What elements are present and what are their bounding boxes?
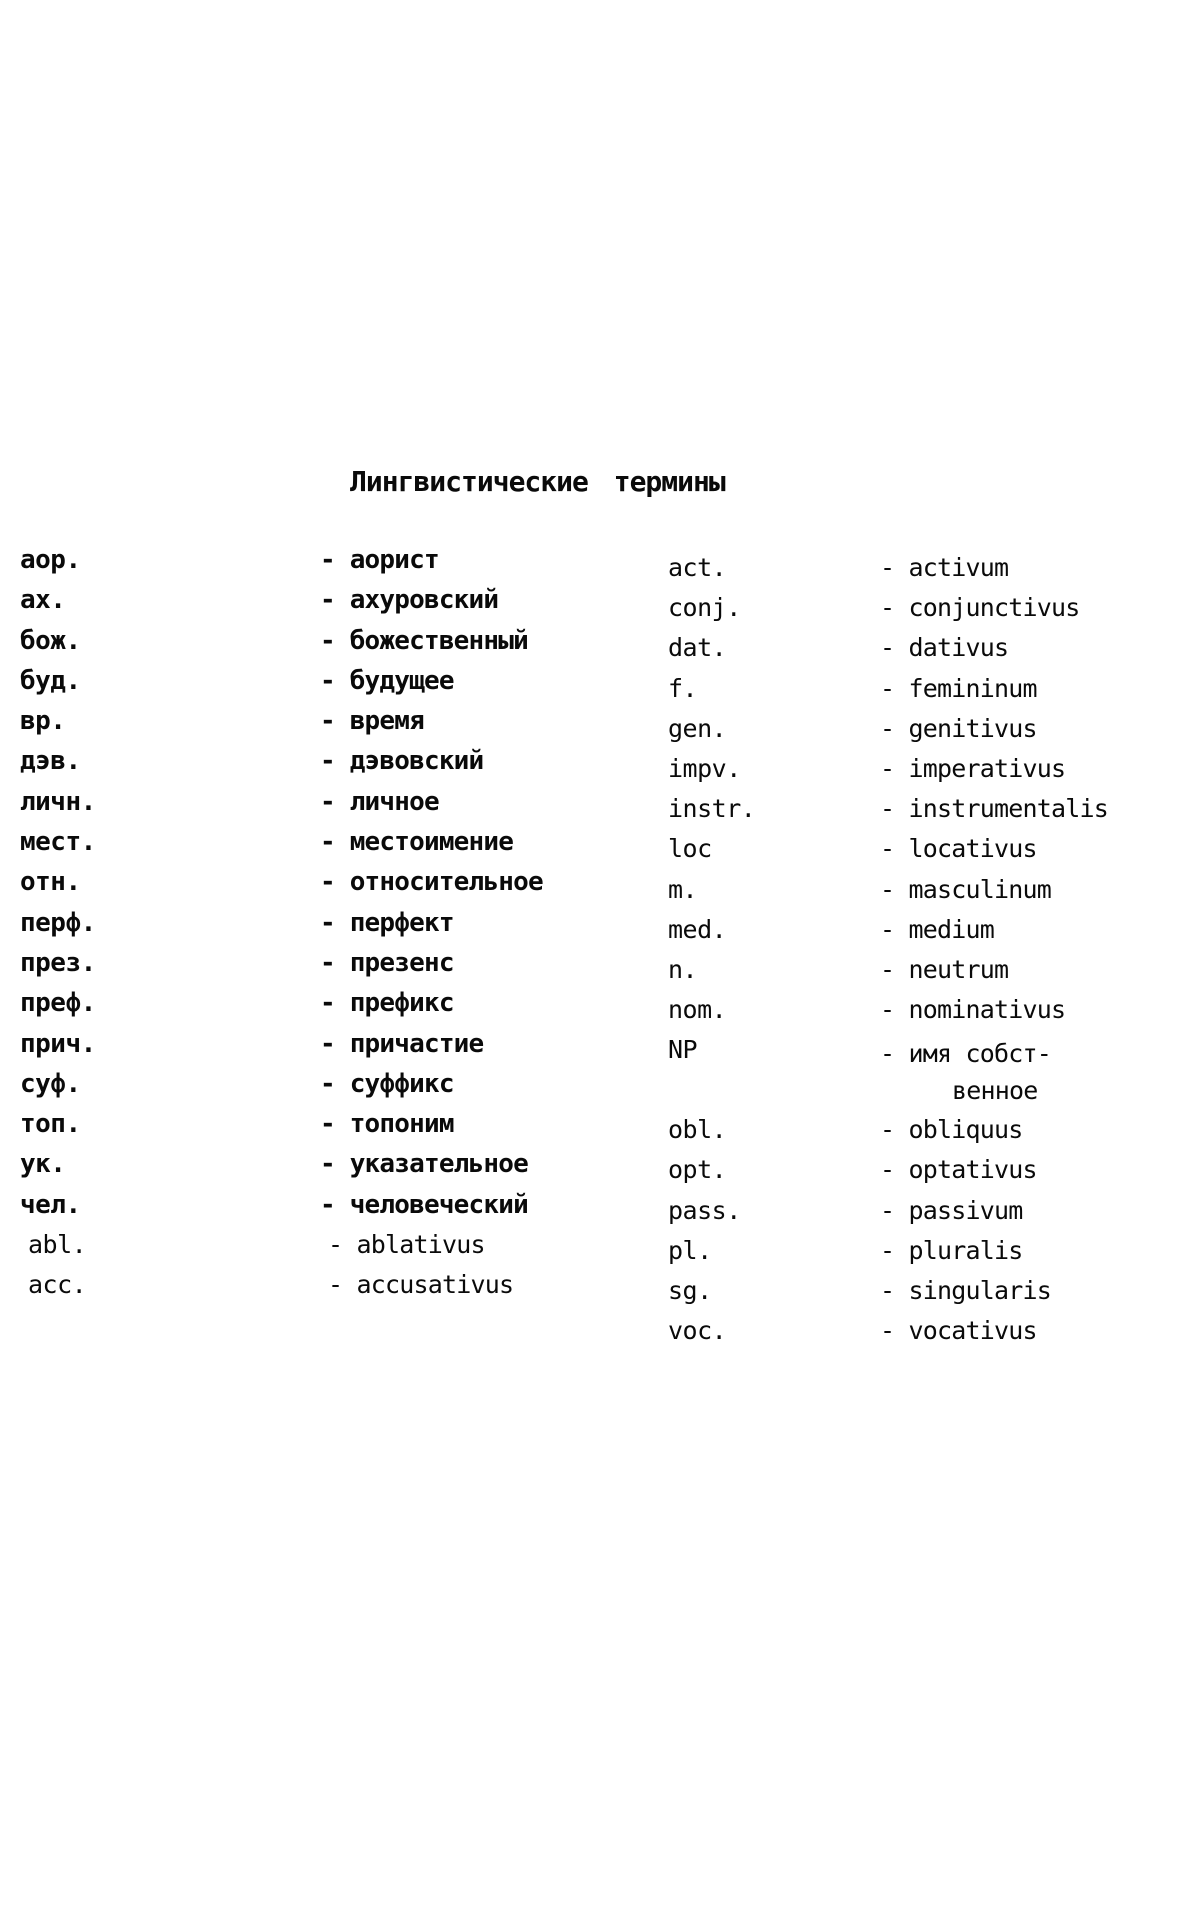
definition: - относительное [320,867,543,898]
abbreviation: преф. [20,988,96,1019]
abbreviation: m. [668,874,698,904]
definition: - причастие [320,1028,484,1059]
abbreviation: през. [20,947,96,978]
definition: - аорист [320,545,439,575]
definition: - masculinum [880,874,1052,904]
definition [880,1035,1051,1109]
abbreviation: прич. [20,1028,96,1059]
abbreviation: мест. [20,827,96,858]
abbreviation: obl. [668,1115,727,1145]
abbreviation: вр. [20,706,66,737]
abbreviation: acc. [28,1270,87,1300]
definition: - accusativus [328,1270,514,1300]
abbreviation: n. [668,954,698,984]
abbreviation: impv. [668,753,741,783]
definition: - dativus [880,633,1009,663]
abbreviation: f. [668,673,698,703]
definition: - будущее [320,665,454,696]
abbreviation: бож. [20,625,81,656]
definition: - medium [880,914,995,944]
abbreviation: act. [668,553,727,582]
abbreviation: dat. [668,633,727,663]
definition: - vocativus [880,1316,1037,1346]
abbreviation: отн. [20,867,81,898]
abbreviation: топ. [20,1109,81,1140]
abbreviation: перф. [20,907,96,938]
definition: - obliquus [880,1115,1023,1145]
abbreviation: gen. [668,713,727,743]
definition: - neutrum [880,954,1009,984]
definition: - locativus [880,834,1037,864]
abbreviation: pl. [668,1235,712,1265]
definition: - указательное [320,1149,528,1180]
abbreviation: дэв. [20,746,81,777]
abbreviation: чел. [20,1189,81,1220]
abbreviation: med. [668,914,727,944]
abbreviation: ук. [20,1149,66,1180]
definition: - суффикс [320,1068,454,1099]
abbreviation: аор. [20,545,81,575]
definition-line: - имя собст- [880,1039,1052,1069]
abbreviation: instr. [668,794,756,824]
definition: - перфект [320,907,454,938]
definition: - instrumentalis [880,794,1109,824]
abbreviation: sg. [668,1276,712,1305]
definition: - ablativus [328,1230,485,1260]
definition: - местоимение [320,827,514,858]
definition: - человеческий [320,1189,528,1220]
abbreviation: opt. [668,1155,727,1185]
abbreviation: pass. [668,1195,741,1225]
abbreviation: conj. [668,593,741,623]
definition: - ахуровский [320,585,499,616]
definition-continuation: венное [952,1076,1038,1106]
abbreviation: ах. [20,585,66,616]
definition: - дэвовский [320,746,484,777]
definition: - conjunctivus [880,593,1080,623]
definition: - личное [320,786,439,817]
abbreviation: буд. [20,665,81,696]
definition: - genitivus [880,713,1037,743]
abbreviation: NP [668,1035,698,1065]
definition: - префикс [320,988,454,1019]
definition: - singularis [880,1276,1052,1305]
definition: - passivum [880,1195,1023,1225]
abbreviation: voc. [668,1316,727,1346]
abbreviation: личн. [20,786,96,817]
definition: - optativus [880,1155,1037,1185]
abbreviation: abl. [28,1230,87,1260]
definition: - время [320,706,424,737]
page-title: Лингвистические термины [350,465,725,498]
definition: - pluralis [880,1235,1023,1265]
definition: - nominativus [880,995,1066,1025]
definition: - презенс [320,947,454,978]
definition: - femininum [880,673,1037,703]
abbreviation: суф. [20,1068,81,1099]
abbreviation: loc [668,834,712,864]
definition: - imperativus [880,753,1066,783]
definition: - божественный [320,625,528,656]
definition: - топоним [320,1109,454,1140]
abbreviation: nom. [668,995,727,1025]
definition: - activum [880,553,1009,582]
